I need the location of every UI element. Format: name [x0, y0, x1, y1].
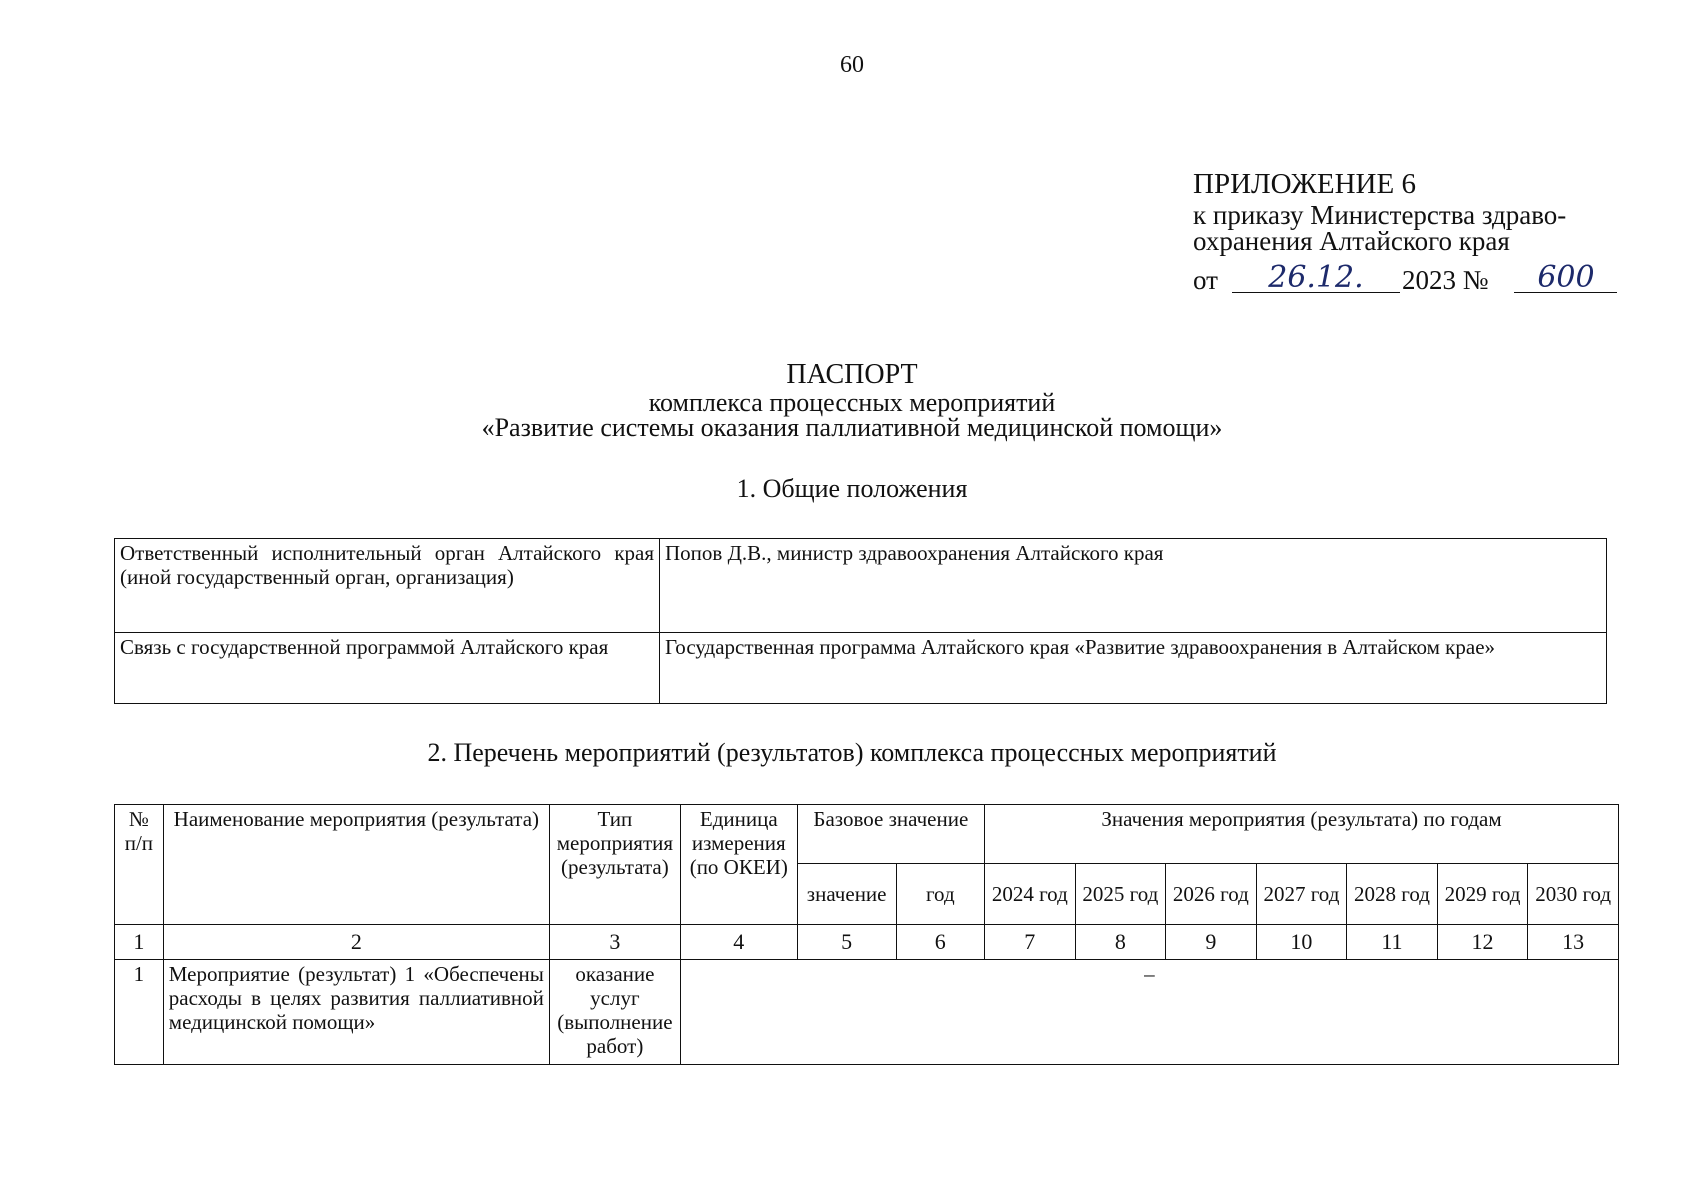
header-year: 2027 год — [1256, 864, 1347, 925]
header-num: № п/п — [115, 805, 164, 925]
column-number: 7 — [985, 925, 1076, 960]
appendix-line-1: к приказу Министерства здраво- — [1193, 200, 1567, 230]
page-number: 60 — [840, 52, 864, 78]
section-1-heading: 1. Общие положения — [736, 474, 968, 503]
column-number: 11 — [1347, 925, 1438, 960]
row-num: 1 — [115, 960, 164, 1065]
column-number: 13 — [1528, 925, 1619, 960]
header-unit: Единица измерения (по ОКЕИ) — [680, 805, 797, 925]
column-number: 2 — [163, 925, 549, 960]
appendix-title: ПРИЛОЖЕНИЕ 6 — [1193, 168, 1416, 200]
header-row-1 — [115, 805, 1619, 864]
header-base-value: значение — [797, 864, 896, 925]
header-year: 2028 год — [1347, 864, 1438, 925]
column-number: 10 — [1256, 925, 1347, 960]
handwritten-date: 26.12. — [1232, 264, 1400, 293]
header-year: 2024 год — [985, 864, 1076, 925]
appendix-line-2: охранения Алтайского края — [1193, 226, 1510, 256]
header-name: Наименование мероприятия (результата) — [163, 805, 549, 925]
passport-title: ПАСПОРТ — [786, 359, 918, 390]
column-number: 3 — [549, 925, 680, 960]
row-label: Ответственный исполнительный орган Алтайского края (иной государственный орган, организация) — [115, 539, 660, 633]
row-values: – — [680, 960, 1618, 1065]
column-number: 5 — [797, 925, 896, 960]
header-year: 2029 год — [1437, 864, 1528, 925]
appendix-block — [1193, 168, 1617, 293]
section-2-heading: 2. Перечень мероприятий (результатов) комплекса процессных мероприятий — [427, 738, 1277, 767]
row-label: Связь с государственной программой Алтайского края — [115, 633, 660, 704]
activities-table — [114, 804, 1619, 1065]
header-year: 2025 год — [1075, 864, 1166, 925]
table-row — [115, 633, 1607, 704]
passport-subtitle-1: комплекса процессных мероприятий — [648, 388, 1056, 417]
year-number-label: 2023 № — [1401, 265, 1489, 295]
from-label: от — [1193, 265, 1218, 295]
header-base: Базовое значение — [797, 805, 984, 864]
general-provisions-table — [114, 538, 1607, 704]
column-number: 6 — [896, 925, 984, 960]
passport-header — [0, 360, 1704, 440]
row-value: Государственная программа Алтайского края «Развитие здравоохранения в Алтайском крае» — [660, 633, 1607, 704]
header-base-year: год — [896, 864, 984, 925]
row-type: оказание услуг (выполнение работ) — [549, 960, 680, 1065]
row-name: Мероприятие (результат) 1 «Обеспечены расходы в целях развития паллиативной медицинской помощи» — [163, 960, 549, 1065]
passport-subtitle-2: «Развитие системы оказания паллиативной медицинской помощи» — [481, 413, 1223, 442]
column-number: 8 — [1075, 925, 1166, 960]
header-values-by-year: Значения мероприятия (результата) по годам — [985, 805, 1619, 864]
column-number: 9 — [1166, 925, 1257, 960]
column-number: 1 — [115, 925, 164, 960]
header-type: Тип мероприятия (результата) — [549, 805, 680, 925]
table-row — [115, 539, 1607, 633]
table-row — [115, 960, 1619, 1065]
order-date-line — [1193, 260, 1617, 295]
row-value: Попов Д.В., министр здравоохранения Алтайского края — [660, 539, 1607, 633]
handwritten-order-number: 600 — [1514, 264, 1617, 293]
column-numbers-row — [115, 925, 1619, 960]
column-number: 12 — [1437, 925, 1528, 960]
column-number: 4 — [680, 925, 797, 960]
header-year: 2030 год — [1528, 864, 1619, 925]
header-year: 2026 год — [1166, 864, 1257, 925]
